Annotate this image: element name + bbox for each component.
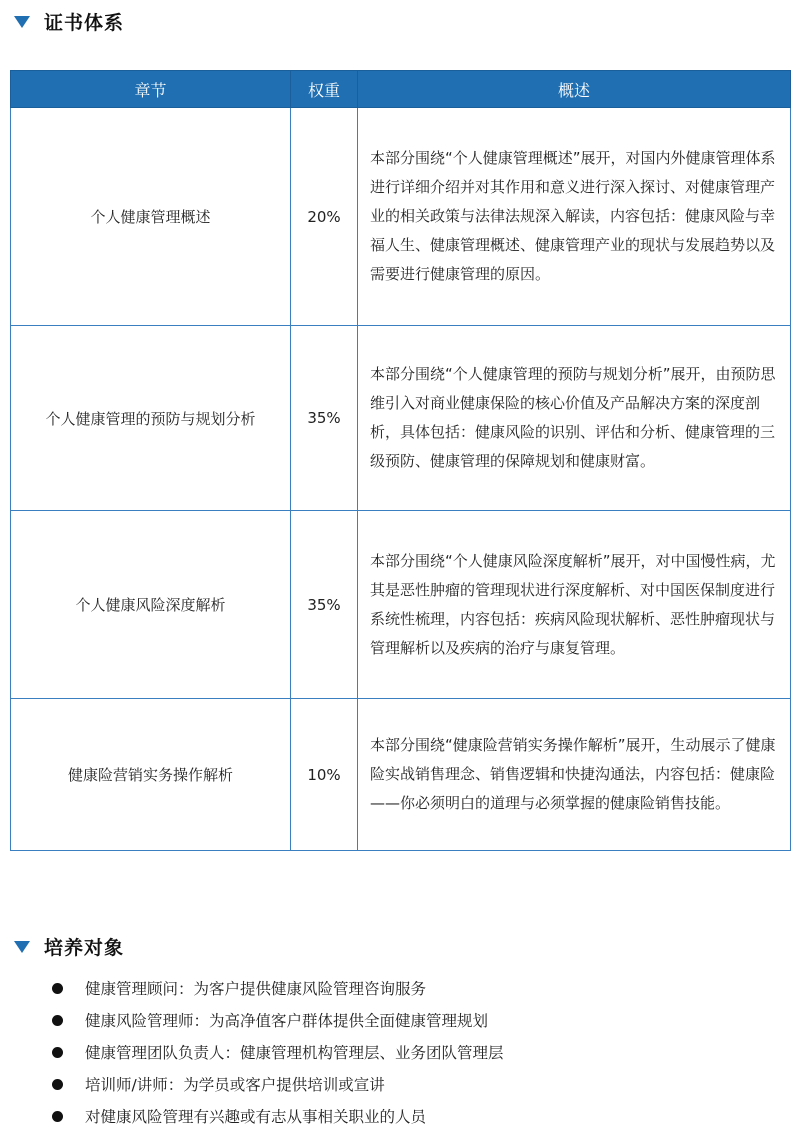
weight-cell: 35% bbox=[291, 326, 358, 511]
list-item bbox=[0, 972, 504, 1004]
triangle-down-icon bbox=[14, 16, 30, 28]
weight-cell: 10% bbox=[291, 699, 358, 851]
chapter-cell: 个人健康风险深度解析 bbox=[11, 511, 291, 699]
weight-cell: 20% bbox=[291, 108, 358, 326]
list-item bbox=[0, 1004, 504, 1036]
section-title: 培养对象 bbox=[44, 937, 125, 959]
chapter-cell: 健康险营销实务操作解析 bbox=[11, 699, 291, 851]
column-header-chapter: 章节 bbox=[11, 71, 291, 108]
list-item-text: 健康管理团队负责人：健康管理机构管理层、业务团队管理层 bbox=[85, 1044, 504, 1062]
bullet-icon bbox=[52, 1047, 63, 1058]
column-header-overview: 概述 bbox=[358, 71, 791, 108]
overview-cell: 本部分围绕“个人健康管理的预防与规划分析”展开，由预防思维引入对商业健康保险的核心价值及产品解决方案的深度剖析，具体包括：健康风险的识别、评估和分析、健康管理的三级预防、健康管理的保障规划和健康财富。 bbox=[358, 326, 791, 511]
triangle-down-icon bbox=[14, 941, 30, 953]
table-row bbox=[11, 699, 791, 851]
section-header-cert-system bbox=[14, 8, 124, 35]
bullet-icon bbox=[52, 1111, 63, 1122]
section-title: 证书体系 bbox=[44, 12, 125, 34]
weight-cell: 35% bbox=[291, 511, 358, 699]
list-item bbox=[0, 1100, 504, 1132]
list-item bbox=[0, 1036, 504, 1068]
overview-cell: 本部分围绕“个人健康管理概述”展开，对国内外健康管理体系进行详细介绍并对其作用和意义进行深入探讨、对健康管理产业的相关政策与法律法规深入解读，内容包括：健康风险与幸福人生、健康管理概述、健康管理产业的现状与发展趋势以及需要进行健康管理的原因。 bbox=[358, 108, 791, 326]
list-item-text: 培训师/讲师：为学员或客户提供培训或宣讲 bbox=[85, 1076, 385, 1094]
section-header-target-audience bbox=[14, 933, 124, 960]
bullet-icon bbox=[52, 1015, 63, 1026]
column-header-weight: 权重 bbox=[291, 71, 358, 108]
table-row bbox=[11, 511, 791, 699]
table-row bbox=[11, 326, 791, 511]
table-row bbox=[11, 108, 791, 326]
bullet-icon bbox=[52, 983, 63, 994]
list-item-text: 对健康风险管理有兴趣或有志从事相关职业的人员 bbox=[85, 1108, 427, 1126]
list-item-text: 健康风险管理师：为高净值客户群体提供全面健康管理规划 bbox=[85, 1012, 489, 1030]
chapter-cell: 个人健康管理的预防与规划分析 bbox=[11, 326, 291, 511]
table-header-row bbox=[11, 71, 791, 108]
overview-cell: 本部分围绕“个人健康风险深度解析”展开，对中国慢性病，尤其是恶性肿瘤的管理现状进行深度解析、对中国医保制度进行系统性梳理，内容包括：疾病风险现状解析、恶性肿瘤现状与管理解析以及疾病的治疗与康复管理。 bbox=[358, 511, 791, 699]
cert-table bbox=[10, 70, 791, 851]
target-audience-list bbox=[0, 972, 504, 1132]
overview-cell: 本部分围绕“健康险营销实务操作解析”展开，生动展示了健康险实战销售理念、销售逻辑和快捷沟通法，内容包括：健康险——你必须明白的道理与必须掌握的健康险销售技能。 bbox=[358, 699, 791, 851]
bullet-icon bbox=[52, 1079, 63, 1090]
list-item bbox=[0, 1068, 504, 1100]
chapter-cell: 个人健康管理概述 bbox=[11, 108, 291, 326]
list-item-text: 健康管理顾问：为客户提供健康风险管理咨询服务 bbox=[85, 980, 427, 998]
